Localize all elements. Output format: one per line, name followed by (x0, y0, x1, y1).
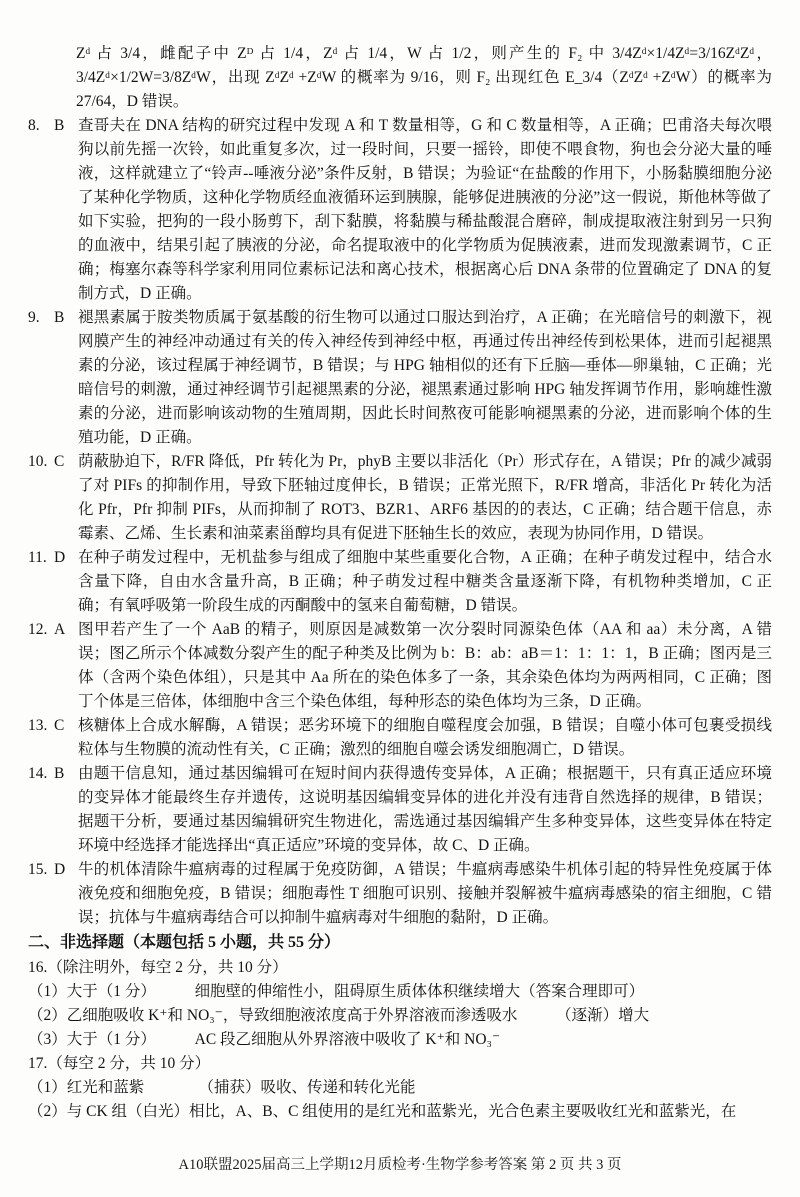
question-number: 10. (28, 453, 48, 470)
answer-letter: A (54, 621, 66, 638)
answer-item-14 (28, 762, 772, 858)
answer-explanation: 核糖体上合成水解酶，A 错误；恶劣环境下的细胞自噬程度会加强，B 错误；自噬小体可包裹受损线粒体与生物膜的流动性有关，C 正确；激烈的细胞自噬会诱发细胞凋亡，D 错误。 (78, 717, 772, 758)
answer-explanation: 牛的机体清除牛瘟病毒的过程属于免疫防御，A 错误；牛瘟病毒感染牛机体引起的特异性免疫属于体液免疫和细胞免疫，B 错误；细胞毒性 T 细胞可识别、接触并裂解被牛瘟病毒感染的宿主细胞，C 错误；抗体与牛瘟病毒结合可以抑制牛瘟病毒对牛细胞的黏附，D 正确。 (78, 861, 772, 926)
question-17-answer-line-2: （2）与 CK 组（白光）相比，A、B、C 组使用的是红光和蓝紫光，光合色素主要吸收红光和蓝紫光，在 (28, 1103, 737, 1120)
answer-explanation: 图甲若产生了一个 AaB 的精子，则原因是减数第一次分裂时同源染色体（AA 和 aa）未分离，A 错误；图乙所示个体减数分裂产生的配子种类及比例为 b：B：ab：aB＝1：1：1：1，B 正确；图丙是三体（含两个染色体组），只是其中 Aa 所在的染色体多了一条，其余染色体均为两两相同，C 正确；图丁个体是三倍体，体细胞中含三个染色体组，每种形态的染色体均为三条，D 正确。 (78, 621, 772, 710)
answer-item-10 (28, 450, 772, 546)
question-16-answer-line-1: （1）大于（1 分） 细胞壁的伸缩性小，阻碍原生质体体积继续增大（答案合理即可） (28, 983, 645, 1000)
answer-explanation: 褪黑素属于胺类物质属于氨基酸的衍生物可以通过口服达到治疗，A 正确；在光暗信号的刺激下，视网膜产生的神经冲动通过有关的传入神经传到神经中枢，再通过传出神经传到松果体，进而引起褪黑素的分泌，该过程属于神经调节，B 错误；与 HPG 轴相似的还有下丘脑—垂体—卵巢轴，C 正确；光暗信号的刺激，通过神经调节引起褪黑素的分泌，褪黑素通过影响 HPG 轴发挥调节作用，影响雄性激素的分泌，进而影响该动物的生殖周期，因此长时间熬夜可能影响褪黑素的分泌，进而影响个体的生殖功能，D 正确。 (78, 309, 772, 446)
question-number: 8. (28, 117, 40, 134)
question-number: 9. (28, 309, 40, 326)
answer-item-15 (28, 858, 772, 930)
question-number: 14. (28, 765, 48, 782)
answer-letter: B (54, 765, 65, 782)
question-16-title: 16.（除注明外，每空 2 分，共 10 分） (28, 959, 288, 976)
answer-explanation: 荫蔽胁迫下，R/FR 降低，Pfr 转化为 Pr，phyB 主要以非活化（Pr）形式存在，A 错误；Pfr 的减少减弱了对 PIFs 的抑制作用，导致下胚轴过度伸长，B 错误；正常光照下，R/FR 增高，非活化 Pr 转化为活化 Pfr，Pfr 抑制 PIFs，从而抑制了 ROT3、BZR1、ARF6 基因的的表达，C 正确；结合题干信息，赤霉素、乙烯、生长素和油菜素甾醇均具有促进下胚轴生长的效应，表现为协同作用，D 错误。 (78, 453, 772, 542)
answer-letter: D (54, 549, 66, 566)
answer-letter: B (54, 309, 65, 326)
answer-item-11 (28, 546, 772, 618)
page-footer: A10联盟2025届高三上学期12月质检考·生物学参考答案 第 2 页 共 3 页 (178, 1157, 622, 1173)
answer-letter: C (54, 453, 65, 470)
question-16-answer-line-3: （3）大于（1 分） AC 段乙细胞从外界溶液中吸收了 K⁺和 NO₃⁻ (28, 1031, 501, 1048)
answer-explanation: 由题干信息知，通过基因编辑可在短时间内获得遗传变异体，A 正确；根据题干，只有真正适应环境的变异体才能最终生存并遗传，这说明基因编辑变异体的进化并没有违背自然选择的规律，B 错误；据题干分析，要通过基因编辑研究生物进化，需选通过基因编辑产生多种变异体，这些变异体在特定环境中经选择才能选择出“真正适应”环境的变异体，故 C、D 正确。 (78, 765, 772, 854)
answer-letter: D (54, 861, 66, 878)
question-number: 13. (28, 717, 48, 734)
answer-7-continuation-text: Zᵈ 占 3/4，雌配子中 Zᴰ 占 1/4，Zᵈ 占 1/4，W 占 1/2，则产生的 F₂ 中 3/4Zᵈ×1/4Zᵈ=3/16ZᵈZᵈ，3/4Zᵈ×1/2W=3/8ZᵈW，出现 ZᵈZᵈ +ZᵈW 的概率为 9/16，则 F₂ 出现红色 E_3/4（ZᵈZᵈ +ZᵈW）的概率为 27/64，D 错误。 (76, 45, 772, 110)
section-2-heading: 二、非选择题（本题包括 5 小题，共 55 分） (28, 934, 341, 951)
question-17-title: 17.（每空 2 分，共 10 分） (28, 1055, 211, 1072)
answer-explanation: 查哥夫在 DNA 结构的研究过程中发现 A 和 T 数量相等，G 和 C 数量相等，A 正确；巴甫洛夫每次喂狗以前先摇一次铃，如此重复多次，过一段时间，只要一摇铃，即使不喂食物，狗也会分泌大量的唾液，这样就建立了“铃声--唾液分泌”条件反射，B 错误；为验证“在盐酸的作用下，小肠黏膜细胞分泌了某种化学物质，这种化学物质经血液循环运到胰腺，能够促进胰液的分泌”这一假说，斯他林等做了如下实验，把狗的一段小肠剪下，刮下黏膜，将黏膜与稀盐酸混合磨碎，制成提取液注射到另一只狗的血液中，结果引起了胰液的分泌，命名提取液中的化学物质为促胰液素，进而发现激素调节，C 正确；梅塞尔森等科学家利用同位素标记法和离心技术，根据离心后 DNA 条带的位置确定了 DNA 的复制方式，D 正确。 (78, 117, 772, 302)
question-16-block (28, 956, 772, 1052)
answer-letter: C (54, 717, 65, 734)
answer-explanation: 在种子萌发过程中，无机盐参与组成了细胞中某些重要化合物，A 正确；在种子萌发过程中，结合水含量下降，自由水含量升高，B 正确；种子萌发过程中糖类含量逐渐下降，有机物种类增加，C 正确；有氧呼吸第一阶段生成的丙酮酸中的氢来自葡萄糖，D 错误。 (78, 549, 772, 614)
question-number: 11. (28, 549, 47, 566)
answer-item-8 (28, 114, 772, 306)
question-17-block (28, 1052, 772, 1124)
question-number: 12. (28, 621, 48, 638)
answer-letter: B (54, 117, 65, 134)
question-17-answer-line-1: （1）红光和蓝紫 （捕获）吸收、传递和转化光能 (28, 1079, 416, 1096)
question-16-answer-line-2: （2）乙细胞吸收 K⁺和 NO₃⁻，导致细胞液浓度高于外界溶液而渗透吸水 （逐渐）增大 (28, 1007, 650, 1024)
answer-item-9 (28, 306, 772, 450)
answer-item-12 (28, 618, 772, 714)
question-number: 15. (28, 861, 48, 878)
answer-item-13 (28, 714, 772, 762)
